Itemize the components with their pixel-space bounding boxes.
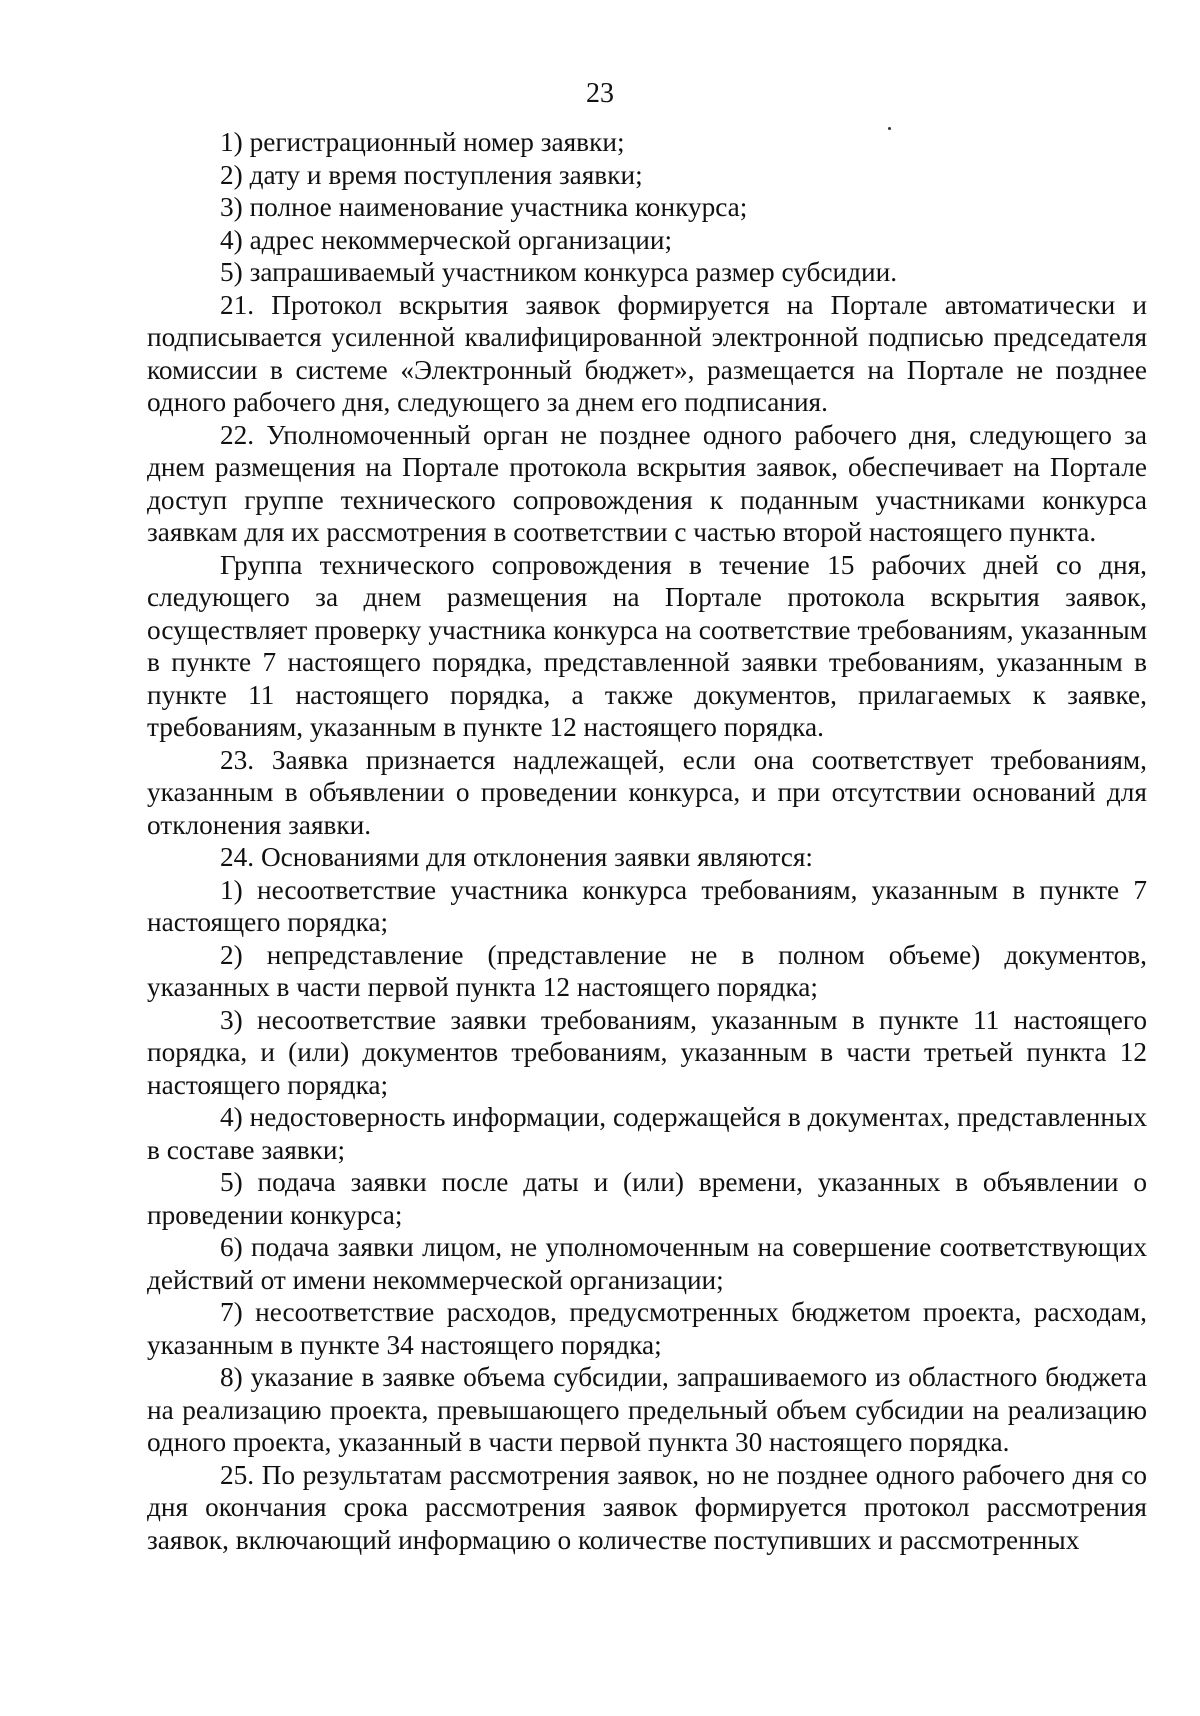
paragraph: 4) адрес некоммерческой организации; xyxy=(220,224,673,255)
paragraph: 1) регистрационный номер заявки; xyxy=(220,127,625,157)
paragraph: 25. По результатам рассмотрения заявок, но не позднее одного рабочего дня со дня окончания срока рассмотрения заявок формируется протокол рассмотрения заявок, включающий информацию о количестве поступивших и рассмотренных xyxy=(147,1459,1147,1555)
paragraph: 2) дату и время поступления заявки; xyxy=(220,159,643,190)
paragraph: 3) полное наименование участника конкурса; xyxy=(220,192,748,222)
paragraph: 5) подача заявки после даты и (или) времени, указанных в объявлении о проведении конкурса; xyxy=(147,1167,1147,1230)
page-number: 23 xyxy=(586,78,614,109)
paragraph: 1) несоответствие участника конкурса требованиям, указанным в пункте 7 настоящего порядка; xyxy=(147,874,1147,937)
paragraph: 4) недостоверность информации, содержащейся в документах, представленных в составе заявки; xyxy=(147,1102,1147,1165)
paragraph: 24. Основаниями для отклонения заявки являются: xyxy=(220,842,813,872)
paragraph: 6) подача заявки лицом, не уполномоченным на совершение соответствующих действий от имени некоммерческой организации; xyxy=(147,1232,1147,1295)
paragraph: Группа технического сопровождения в течение 15 рабочих дней со дня, следующего за днем размещения на Портале протокола вскрытия заявок, осуществляет проверку участника конкурса на соответствие требованиям, указанным в пункте 7 настоящего порядка, представленной заявки требованиям, указанным в пункте 11 настоящего порядка, а также документов, прилагаемых к заявке, требованиям, указанным в пункте 12 настоящего порядка. xyxy=(147,549,1147,742)
paragraph: 5) запрашиваемый участником конкурса размер субсидии. xyxy=(220,257,898,287)
paragraph: 23. Заявка признается надлежащей, если она соответствует требованиям, указанным в объявлении о проведении конкурса, и при отсутствии оснований для отклонения заявки. xyxy=(147,744,1147,840)
paragraph: 2) непредставление (представление не в полном объеме) документов, указанных в части первой пункта 12 настоящего порядка; xyxy=(147,939,1147,1002)
paragraph: 7) несоответствие расходов, предусмотренных бюджетом проекта, расходам, указанным в пункте 34 настоящего порядка; xyxy=(147,1297,1147,1360)
paragraph: 8) указание в заявке объема субсидии, запрашиваемого из областного бюджета на реализацию проекта, превышающего предельный объем субсидии на реализацию одного проекта, указанный в части первой пункта 30 настоящего порядка. xyxy=(147,1362,1147,1457)
document-body xyxy=(147,126,1147,1556)
paragraph: 22. Уполномоченный орган не позднее одного рабочего дня, следующего за днем размещения на Портале протокола вскрытия заявок, обеспечивает на Портале доступ группе технического сопровождения к поданным участниками конкурса заявкам для их рассмотрения в соответствии с частью второй настоящего пункта. xyxy=(147,419,1147,547)
paragraph: 21. Протокол вскрытия заявок формируется на Портале автоматически и подписывается усиленной квалифицированной электронной подписью председателя комиссии в системе «Электронный бюджет», размещается на Портале не позднее одного рабочего дня, следующего за днем его подписания. xyxy=(147,289,1147,417)
paragraph: 3) несоответствие заявки требованиям, указанным в пункте 11 настоящего порядка, и (или) документов требованиям, указанным в части третьей пункта 12 настоящего порядка; xyxy=(147,1004,1147,1100)
